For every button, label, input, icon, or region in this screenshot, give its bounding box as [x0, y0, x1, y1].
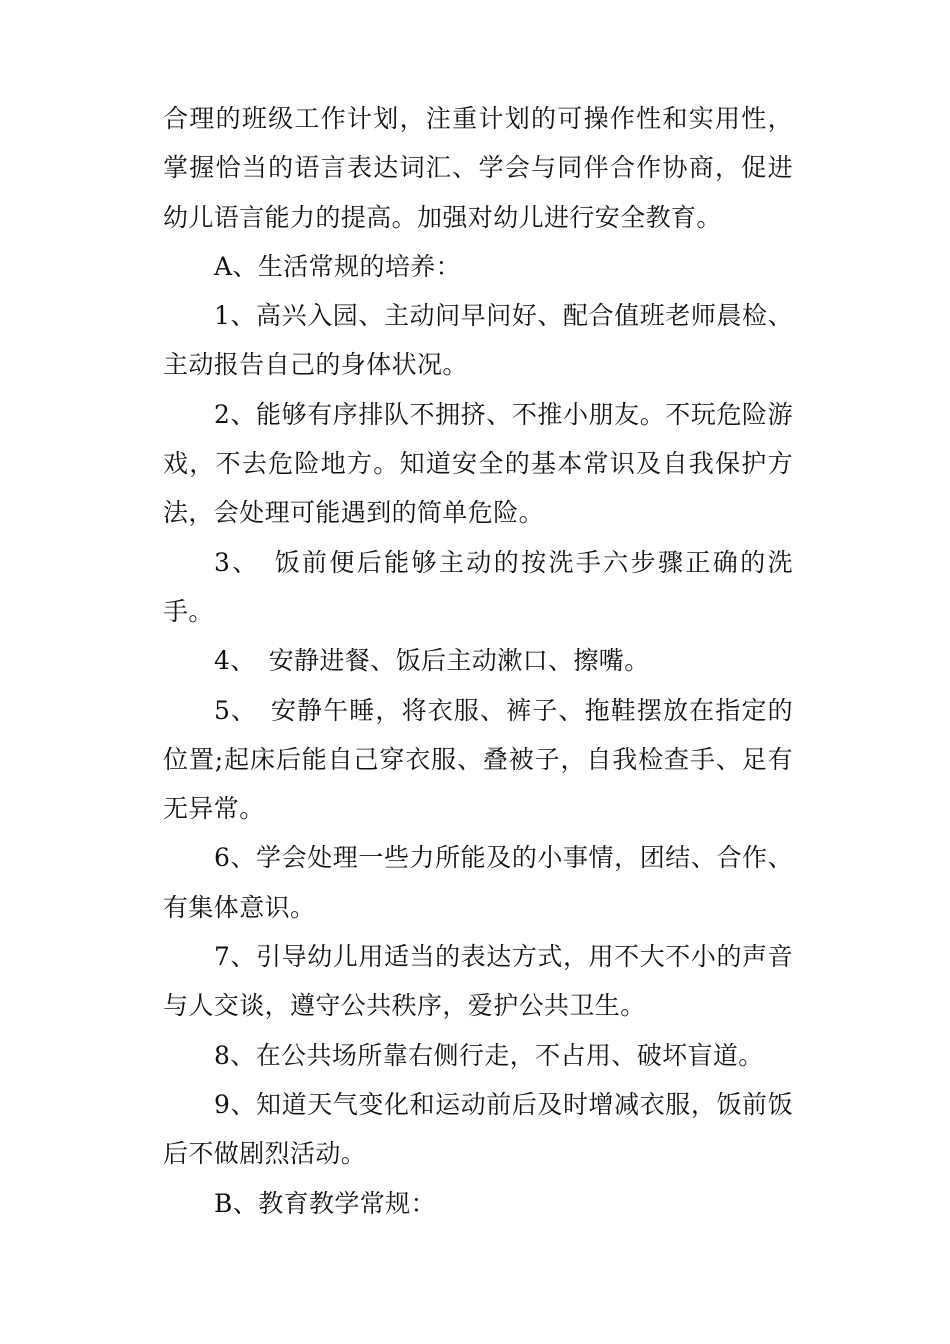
list-item-6: 6、学会处理一些力所能及的小事情，团结、合作、有集体意识。 — [163, 843, 793, 922]
section-heading-b: B、教育教学常规： — [214, 1188, 436, 1218]
list-item-1: 1、高兴入园、主动问早问好、配合值班老师晨检、主动报告自己的身体状况。 — [163, 301, 793, 380]
list-item-5: 5、 安静午睡，将衣服、裤子、拖鞋摆放在指定的位置;起床后能自己穿衣服、叠被子，自我检查手、足有无异常。 — [163, 695, 793, 824]
list-item-7: 7、引导幼儿用适当的表达方式，用不大不小的声音与人交谈，遵守公共秩序，爱护公共卫生。 — [163, 942, 793, 1021]
document-body — [163, 94, 793, 1228]
list-item-9: 9、知道天气变化和运动前后及时增减衣服，饭前饭后不做剧烈活动。 — [163, 1089, 793, 1169]
section-heading-a: A、生活常规的培养： — [214, 251, 462, 281]
list-item-4: 4、 安静进餐、饭后主动漱口、擦嘴。 — [214, 646, 650, 676]
list-item-2: 2、能够有序排队不拥挤、不推小朋友。不玩危险游戏，不去危险地方。知道安全的基本常识及自我保护方法，会处理可能遇到的简单危险。 — [163, 399, 793, 528]
paragraph-intro: 合理的班级工作计划，注重计划的可操作性和实用性，掌握恰当的语言表达词汇、学会与同伴合作协商，促进幼儿语言能力的提高。加强对幼儿进行安全教育。 — [163, 104, 793, 232]
list-item-8: 8、在公共场所靠右侧行走，不占用、破坏盲道。 — [214, 1040, 764, 1070]
list-item-3: 3、 饭前便后能够主动的按洗手六步骤正确的洗手。 — [163, 547, 793, 626]
